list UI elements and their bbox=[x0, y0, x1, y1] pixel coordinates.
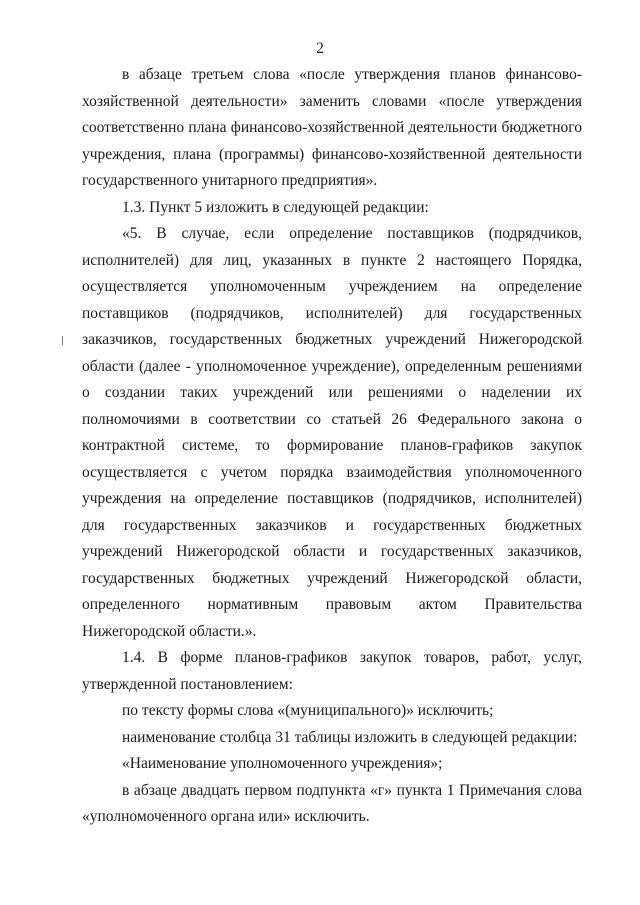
paragraph-column-31-name: «Наименование уполномоченного учреждения»; bbox=[122, 755, 443, 772]
paragraph-notes-subitem-g: в абзаце двадцать первом подпункта «г» пункта 1 Примечания слова «уполномоченного органа или» исключить. bbox=[82, 781, 582, 825]
paragraph-item-1-4: 1.4. В форме планов-графиков закупок товаров, работ, услуг, утвержденной постановлением: bbox=[82, 649, 582, 693]
scan-artifact-mark bbox=[62, 336, 63, 345]
paragraph-abzats-tretiy: в абзаце третьем слова «после утверждения планов финансово-хозяйственной деятельности» заменить словами «после утверждения соответственно плана финансово-хозяйственной деятельности бюджетного учреждения, плана (программы) финансово-хозяйственной деятельности государственного унитарного предприятия». bbox=[82, 66, 582, 189]
page-number: 2 bbox=[316, 40, 324, 57]
paragraph-item-5-text: «5. В случае, если определение поставщиков (подрядчиков, исполнителей) для лиц, указанных в пункте 2 настоящего Порядка, осуществляется уполномоченным учреждением на определение поставщиков (подрядчиков, исполнителей) для государственных заказчиков, государственных бюджетных учреждений Нижегородской области (далее - уполномоченное учреждение), определенным решениями о создании таких учреждений или решениями о наделении их полномочиями в соответствии со статьей 26 Федерального закона о контрактной системе, то формирование планов-графиков закупок осуществляется с учетом порядка взаимодействия уполномоченного учреждения на определение поставщиков (подрядчиков, исполнителей) для государственных заказчиков и государственных бюджетных учреждений Нижегородской области и государственных заказчиков, государственных бюджетных учреждений Нижегородской области, определенного нормативным правовым актом Правительства Нижегородской области.». bbox=[82, 225, 582, 640]
paragraph-remove-municipal: по тексту формы слова «(муниципального)» исключить; bbox=[122, 702, 494, 719]
paragraph-item-1-3: 1.3. Пункт 5 изложить в следующей редакции: bbox=[122, 198, 429, 216]
document-body bbox=[82, 62, 582, 831]
paragraph-column-31: наименование столбца 31 таблицы изложить в следующей редакции: bbox=[122, 728, 578, 746]
